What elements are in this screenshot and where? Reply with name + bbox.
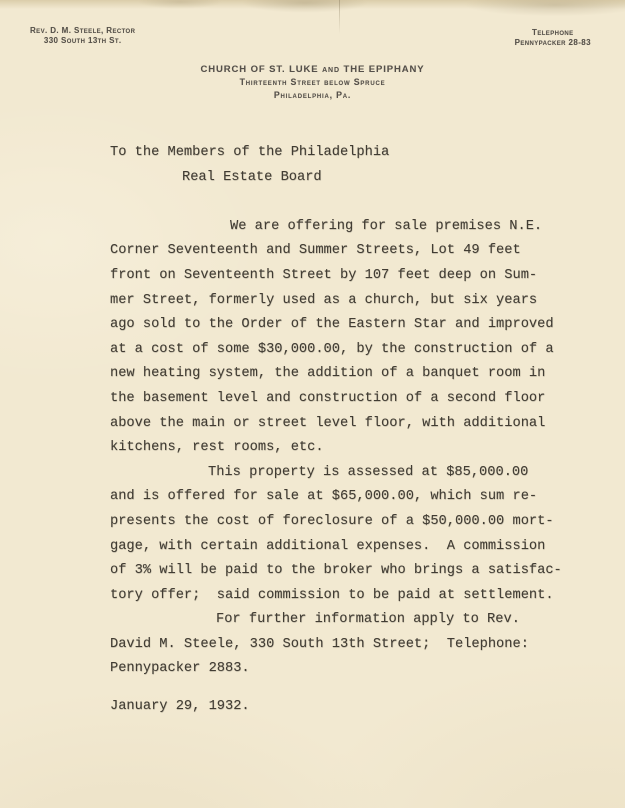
letter-line: of 3% will be paid to the broker who brings a satisfac- (110, 563, 562, 579)
letter-line: front on Seventeenth Street by 107 feet deep on Sum- (110, 267, 538, 283)
letter-line: kitchens, rest rooms, etc. (110, 440, 324, 456)
blank-line (110, 190, 580, 215)
letter-line: and is offered for sale at $65,000.00, which sum re- (110, 489, 538, 505)
church-city: Philadelphia, Pa. (273, 89, 352, 100)
letter-line: Corner Seventeenth and Summer Streets, Lot 49 feet (110, 243, 521, 259)
letter-line: at a cost of some $30,000.00, by the construction of a (110, 341, 554, 357)
letter-line: presents the cost of foreclosure of a $50,000.00 mort- (110, 513, 554, 529)
rector-name: Rev. D. M. Steele, Rector (30, 26, 136, 35)
letter-line: above the main or street level floor, with additional (110, 415, 546, 431)
salutation-line-2: Real Estate Board (182, 169, 322, 185)
letter-line: Pennypacker 2883. (110, 661, 250, 677)
letter-line: This property is assessed at $85,000.00 (208, 464, 529, 480)
letter-line: the basement level and construction of a second floor (110, 390, 546, 406)
letter-line: David M. Steele, 330 South 13th Street; Telephone: (110, 636, 529, 652)
telephone-label: Telephone (532, 28, 574, 37)
letterhead-rector-block (30, 26, 135, 46)
paper-crease (339, 0, 340, 34)
church-street: Thirteenth Street below Spruce (239, 77, 386, 87)
letter-line: gage, with certain additional expenses. A commission (110, 538, 546, 554)
letter-line: mer Street, formerly used as a church, but six years (110, 292, 538, 308)
letter-date: January 29, 1932. (110, 699, 250, 715)
telephone-number: Pennypacker 28-83 (514, 37, 591, 47)
salutation-line-1: To the Members of the Philadelphia (110, 145, 390, 160)
letter-line: new heating system, the addition of a banquet room in (110, 366, 546, 382)
letter-line: We are offering for sale premises N.E. (230, 218, 543, 234)
rector-address: 330 South 13th St. (43, 36, 122, 45)
letter-line: tory offer; said commission to be paid at settlement. (110, 587, 554, 603)
letter-line: For further information apply to Rev. (216, 612, 520, 628)
church-name: CHURCH OF ST. LUKE and THE EPIPHANY (200, 64, 425, 75)
letterhead-church-block (0, 63, 625, 102)
letter-body (110, 141, 580, 720)
letterhead-telephone-block (515, 28, 591, 47)
letter-line: ago sold to the Order of the Eastern Star and improved (110, 317, 554, 333)
